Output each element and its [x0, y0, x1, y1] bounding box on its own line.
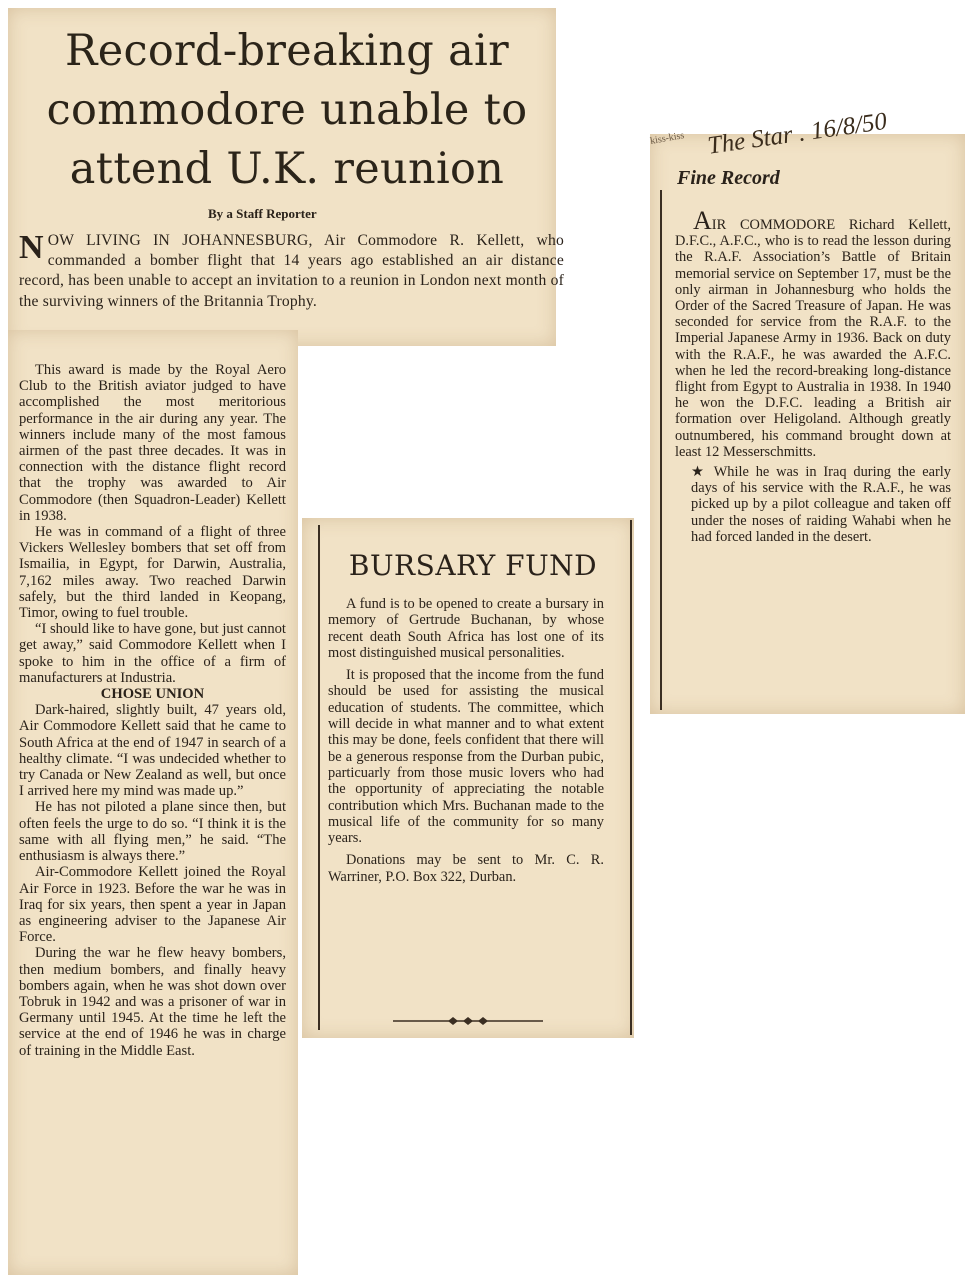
body-paragraph: “I should like to have gone, but just cannot get away,” said Commodore Kellett when I spoke to him in the office of a firm of manufacturers at Industria. — [19, 621, 286, 686]
body-paragraph: Donations may be sent to Mr. C. R. Warriner, P.O. Box 322, Durban. — [328, 852, 604, 885]
stamp-text: kiss-kiss — [649, 130, 686, 147]
main-article-body — [19, 362, 286, 1059]
fine-record-title: Fine Record — [677, 167, 780, 189]
body-paragraph: He was in command of a flight of three Vickers Wellesley bombers that set off from Ismailia, in Egypt, for Darwin, Australia, 7,162 miles away. Two reached Darwin safely, but the third landed in Keopang, Timor, owing to fuel trouble. — [19, 524, 286, 622]
body-paragraph: Dark-haired, slightly built, 47 years old, Air Commodore Kellett said that he came to South Africa at the end of 1947 in search of a healthy climate. “I was undecided whether to try Canada or New Zealand as well, but once I arrived here my mind was made up.” — [19, 702, 286, 800]
bursary-fund-body — [328, 596, 604, 891]
byline: By a Staff Reporter — [208, 206, 317, 221]
column-rule-left — [318, 525, 320, 1030]
column-rule-right — [630, 520, 632, 1035]
star-paragraph: ★ While he was in Iraq during the early days of his service with the R.A.F., he was picked up by a pilot colleague and taken off under the noses of raiding Wahabi when he had forced landed in the desert. — [691, 464, 951, 545]
body-paragraph: He has not piloted a plane since then, but often feels the urge to do so. “I think it is the same with all flying men,” he said. “The enthusiasm is always there.” — [19, 799, 286, 865]
body-paragraph: It is proposed that the income from the fund should be used for assisting the musical education of students. The committee, which will decide in what manner and to what extent this may be done, feels confident that there will be a generous response from the Durban pubic, particuarly from those music lovers who had the opportunity of appreciating the notable contribution which Mrs. Buchanan made to the musical life of the community for so many years. — [328, 667, 604, 847]
handwritten-source-note: The Star . 16/8/50 — [706, 107, 889, 160]
headline-line-1: Record-breaking air — [65, 26, 509, 76]
lead-text: OW LIVING IN JOHANNESBURG, Air Commodore R. Kellett, who commanded a bomber flight that 14 years ago established an air distance record, has been unable to accept an invitation to a reunion in London next month of the surviving winners of the Britannia Trophy. — [19, 232, 564, 310]
lead-paragraph — [19, 231, 564, 312]
headline-line-3: attend U.K. reunion — [69, 144, 505, 194]
drop-cap: A — [693, 206, 712, 235]
main-headline — [22, 22, 552, 199]
fine-record-body — [675, 206, 951, 545]
column-rule — [660, 190, 662, 710]
body-paragraph — [675, 206, 951, 460]
lead-text: IR COMMODORE Richard Kellett, D.F.C., A.F.C., who is to read the lesson during the R.A.F. Association’s Battle of Britain memorial service on September 17, must be the only airman in Johannesburg who holds the Order of the Sacred Treasure of Japan. He was seconded for service from the R.A.F. to the Imperial Japanese Army in 1936. Back on duty with the R.A.F., he was awarded the A.F.C. when he led the record-breaking long-distance flight from Egypt to Australia in 1938. In 1940 he won the D.F.C. leading a British air formation over Heligoland. Although greatly outnumbered, his command brought down at least 12 Messerschmitts. — [675, 217, 951, 460]
headline-line-2: commodore unable to — [46, 85, 528, 135]
bursary-fund-title: BURSARY FUND — [348, 549, 598, 582]
body-paragraph: During the war he flew heavy bombers, then medium bombers, and finally heavy bombers again, when he was shot down over Tobruk in 1942 and was a prisoner of war in Germany until 1945. At the time he left the service at the end of 1946 he was in charge of training in the Middle East. — [19, 945, 286, 1059]
ornament-divider — [393, 1015, 543, 1027]
subhead-chose-union: CHOSE UNION — [100, 686, 205, 703]
body-paragraph: This award is made by the Royal Aero Club to the British aviator judged to have accomplished the most meritorious performance in the air during any year. The winners include many of the most famous airmen of the past three decades. It was in connection with the distance flight record that the trophy was awarded to Air Commodore (then Squadron-Leader) Kellett in 1938. — [19, 362, 286, 524]
drop-cap: N — [19, 229, 44, 266]
body-paragraph: A fund is to be opened to create a bursary in memory of Gertrude Buchanan, by whose recent death South Africa has lost one of its most distinguished musical personalities. — [328, 596, 604, 661]
body-paragraph: Air-Commodore Kellett joined the Royal Air Force in 1923. Before the war he was in Iraq for six years, then spent a year in Japan as engineering adviser to the Japanese Air Force. — [19, 864, 286, 946]
